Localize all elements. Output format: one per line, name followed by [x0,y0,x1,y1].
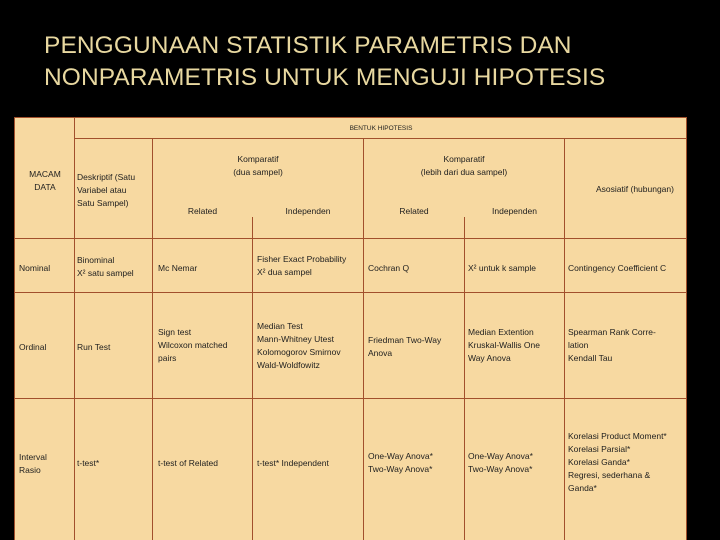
row-interval-data-type: Interval Rasio [19,452,47,475]
row-ordinal-asosiatif: Spearman Rank Corre- lation Kendall Tau [568,327,656,363]
hypothesis-test-table [14,117,687,540]
row-ordinal-deskriptif: Run Test [77,342,111,352]
grid-line [252,217,253,540]
grid-line [686,117,687,540]
grid-line [14,117,687,118]
row-nominal-deskriptif: Binominal X² satu sampel [77,255,134,278]
row-ordinal-dua-independen: Median Test Mann-Whitney Utest Kolomogorov Smirnov Wald-Woldfowitz [257,321,341,370]
grid-line [564,139,565,540]
header-bentuk-hipotesis: BENTUK HIPOTESIS [349,125,413,132]
row-ordinal-lebih-related: Friedman Two-Way Anova [368,335,442,358]
header-komparatif-lebih-dua-sampel: Komparatif (lebih dari dua sampel) [420,154,508,177]
header-komparatif-dua-sampel: Komparatif (dua sampel) [233,154,283,177]
row-interval-lebih-related: One-Way Anova* Two-Way Anova* [368,451,433,474]
header-independen-lebih: Independen [492,206,537,216]
row-interval-asosiatif: Korelasi Product Moment* Korelasi Parsial* Korelasi Ganda* Regresi, sederhana & Ganda* [568,431,667,493]
header-independen-dua: Independen [285,206,331,216]
row-interval-dua-related: t-test of Related [158,458,219,468]
row-ordinal-dua-related: Sign test Wilcoxon matched pairs [158,327,228,363]
title-line-2: NONPARAMETRIS UNTUK MENGUJI HIPOTESIS [44,64,606,91]
page-title [44,30,694,94]
row-interval-lebih-independen: One-Way Anova* Two-Way Anova* [468,451,533,474]
row-interval-dua-independen: t-test* Independent [257,458,329,468]
grid-line [74,138,687,139]
title-line-1: PENGGUNAAN STATISTIK PARAMETRIS DAN [44,32,572,59]
row-nominal-lebih-related: Cochran Q [368,263,410,273]
row-nominal-asosiatif: Contingency Coefficient C [568,263,667,273]
header-macam-data: MACAM DATA [29,169,61,192]
row-nominal-dua-related: Mc Nemar [158,263,198,273]
grid-line [14,117,15,540]
row-interval-deskriptif: t-test* [77,458,100,468]
header-asosiatif: Asosiatif (hubungan) [596,184,674,194]
row-nominal-data-type: Nominal [19,263,51,273]
grid-line [14,238,687,239]
grid-line [464,217,465,540]
header-related-lebih: Related [399,206,429,216]
grid-line [14,398,687,399]
grid-line [152,139,153,540]
grid-line [14,292,687,293]
grid-line [363,139,364,540]
header-deskriptif: Deskriptif (Satu Variabel atau Satu Sampel) [77,172,136,208]
row-ordinal-data-type: Ordinal [19,342,47,352]
row-nominal-lebih-independen: X² untuk k sample [468,263,537,273]
row-nominal-dua-independen: Fisher Exact Probability X² dua sampel [257,254,347,277]
header-related-dua: Related [187,206,218,216]
row-ordinal-lebih-independen: Median Extention Kruskal-Wallis One Way Anova [468,327,540,363]
grid-line [74,117,75,540]
